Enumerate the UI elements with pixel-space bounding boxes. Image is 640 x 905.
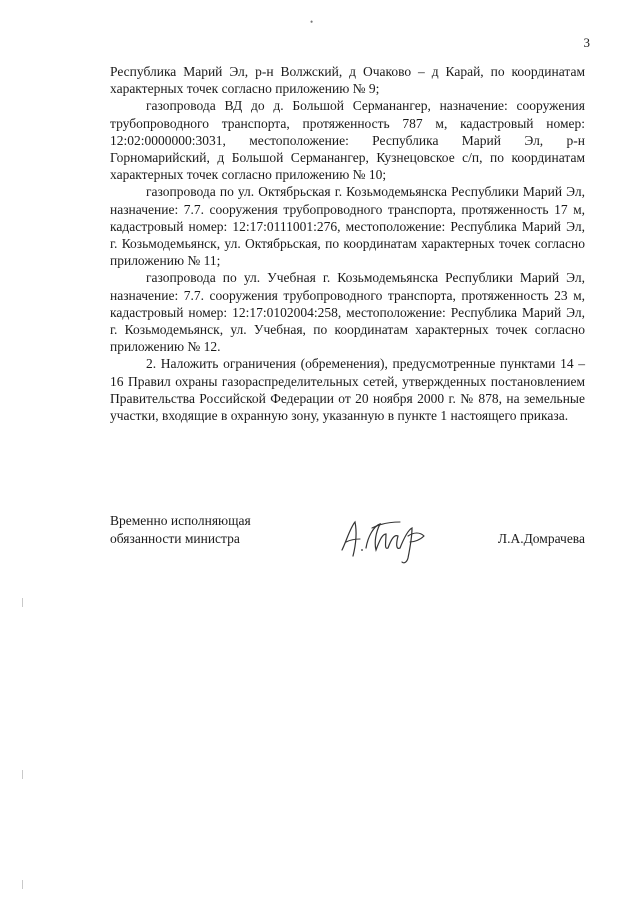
signatory-position-line1: Временно исполняющая [110,513,251,528]
signatory-position [110,512,310,547]
paragraph-republic-address: Республика Марий Эл, р-н Волжский, д Очаково – д Карай, по координатам характерных точек согласно приложению № 9; [110,64,585,97]
signatory-name: Л.А.Домрачева [497,530,585,546]
top-mark: • [310,17,314,27]
paragraph-pipeline-bolshoy-sermananger: газопровода ВД до д. Большой Серманангер, назначение: сооружения трубопроводного транспорта, протяженность 787 м, кадастровый номер: 12:02:0000000:3031, местоположение: Республика Марий Эл, р-н Горномарийский, д Большой Серманангер, Кузнецовское с/п, по координатам характерных точек согласно приложению № 10; [110,98,585,183]
page-number: 3 [583,35,590,50]
signature-block [110,512,585,572]
paragraph-pipeline-uchebnaya: газопровода по ул. Учебная г. Козьмодемьянска Республики Марий Эл, назначение: 7.7. сооружения трубопроводного транспорта, протяженность 23 м, кадастровый номер: 12:17:0102004:258, местоположение: Республика Марий Эл, г. Козьмодемьянск, ул. Учебная, по координатам характерных точек согласно приложению № 12. [110,270,585,355]
handwritten-signature [336,512,436,564]
scan-edge-mark [22,598,23,607]
paragraph-restrictions: 2. Наложить ограничения (обременения), предусмотренные пунктами 14 – 16 Правил охраны газораспределительных сетей, утвержденных постановлением Правительства Российской Федерации от 20 ноября 2000 г. № 878, на земельные участки, входящие в охранную зону, указанную в пункте 1 настоящего приказа. [110,356,585,424]
paragraph-pipeline-oktyabrskaya: газопровода по ул. Октябрьская г. Козьмодемьянска Республики Марий Эл, назначение: 7.7. сооружения трубопроводного транспорта, протяженность 17 м, кадастровый номер: 12:17:0111001:276, местоположение: Республика Марий Эл, г. Козьмодемьянск, ул. Октябрьская, по координатам характерных точек согласно приложению № 11; [110,184,585,269]
document-body [110,63,585,424]
scan-edge-mark [22,770,23,779]
scan-edge-mark [22,880,23,889]
signatory-position-line2: обязанности министра [110,530,240,546]
